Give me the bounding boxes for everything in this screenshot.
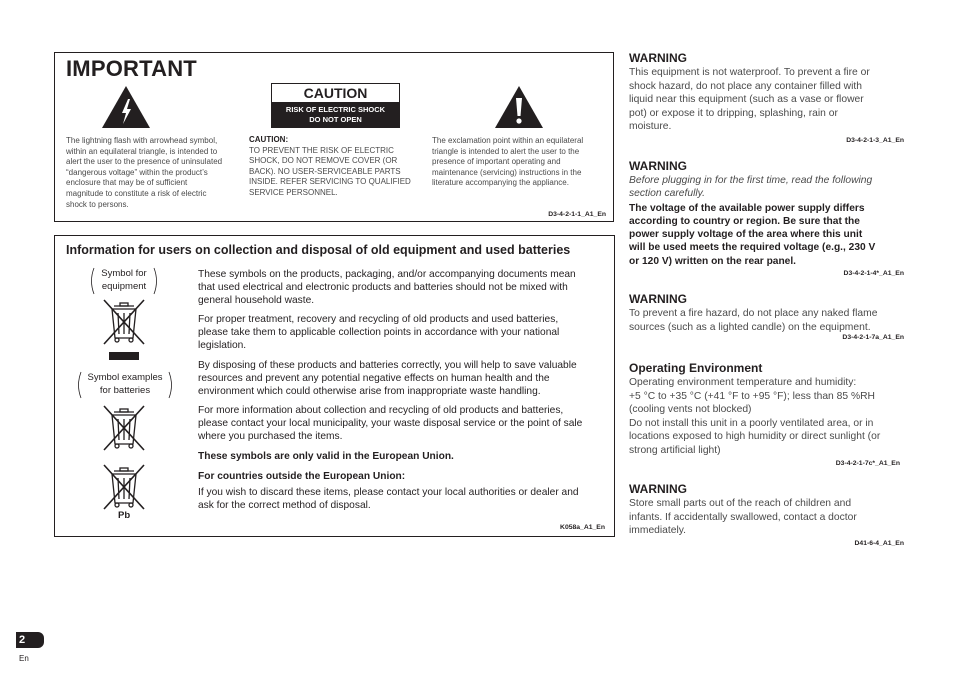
eu-only-note: These symbols are only valid in the European Union. — [198, 451, 454, 462]
outside-eu-text: If you wish to discard these items, please contact your local authorities or dealer and ask for the correct method of disposal. — [198, 487, 579, 511]
important-code: D3-4-2-1-1_A1_En — [548, 211, 606, 218]
important-title: IMPORTANT — [66, 56, 197, 81]
operating-environment-body: Operating environment temperature and humidity: +5 °C to +35 °C (+41 °F to +95 °F); less than 85 %RH (cooling vents not blocked) Do not install this unit in a poorly ventilated area, or in locations exposed to high humidity or direct sunlight (or strong artificial light) — [629, 377, 881, 456]
disposal-paragraph-2: For proper treatment, recovery and recycling of old products and used batteries, please take them to applicable collection points in accordance with your national legislation. — [198, 314, 560, 351]
caution-description: CAUTION: TO PREVENT THE RISK OF ELECTRIC SHOCK, DO NOT REMOVE COVER (OR BACK). NO USER-SERVICEABLE PARTS INSIDE. REFER SERVICING TO QUALIFIED SERVICE PERSONNEL. — [249, 135, 427, 199]
page-number: 2 — [18, 634, 26, 646]
lightning-description: The lightning flash with arrowhead symbol, within an equilateral triangle, is intended to alert the user to the presence of uninsulated “dangerous voltage” within the product’s enclosure that may be of sufficient magnitude to constitute a risk of electric shock to persons. — [66, 136, 223, 209]
disposal-paragraph-4: For more information about collection and recycling of old products and batteries, please contact your local municipality, your waste disposal service or the point of sale where you purchased the items. — [198, 405, 583, 442]
warning-heading: WARNING — [629, 51, 687, 65]
caution-label-subtitle: RISK OF ELECTRIC SHOCK DO NOT OPEN — [271, 102, 400, 128]
pb-label: Pb — [118, 510, 131, 521]
caution-heading: CAUTION: — [249, 135, 289, 144]
warning-power-supply — [629, 159, 904, 277]
exclamation-warning-icon — [494, 85, 544, 129]
caution-label — [271, 83, 400, 128]
crossed-bin-battery-icon — [100, 404, 148, 454]
warning-code: D41-6-4_A1_En — [854, 539, 904, 547]
crossed-bin-equipment-icon — [100, 298, 148, 362]
caution-label-title: CAUTION — [271, 83, 400, 103]
warning-bold-body: The voltage of the available power supply differs according to country or region. Be sure that the power supply voltage of the area where this unit will be used meets the required voltage (e.g., 230 V or 120 V) written on the rear panel. — [629, 202, 876, 267]
warning-italic-note: Before plugging in for the first time, read the following section carefully. — [629, 175, 873, 200]
operating-environment — [629, 361, 904, 467]
important-section — [54, 52, 614, 222]
disposal-info-section — [54, 235, 615, 537]
page-language: En — [19, 654, 29, 663]
operating-environment-code: D3-4-2-1-7c*_A1_En — [835, 459, 900, 467]
warning-code: D3-4-2-1-3_A1_En — [846, 136, 904, 144]
disposal-info-title: Information for users on collection and disposal of old equipment and used batteries — [66, 243, 571, 257]
warning-body: To prevent a fire hazard, do not place any naked flame sources (such as a lighted candle) on the equipment. — [629, 308, 878, 333]
warning-waterproof — [629, 51, 904, 144]
disposal-code: K058a_A1_En — [560, 524, 605, 531]
warning-small-parts — [629, 482, 904, 547]
lightning-warning-icon — [101, 85, 151, 129]
warning-fire — [629, 292, 904, 341]
bracket-decoration — [75, 371, 175, 399]
operating-environment-heading: Operating Environment — [629, 361, 763, 375]
symbol-batteries-label: Symbol examples for batteries — [87, 372, 163, 396]
warning-code: D3-4-2-1-7a_A1_En — [842, 334, 904, 342]
warning-heading: WARNING — [629, 482, 687, 496]
exclamation-description: The exclamation point within an equilateral triangle is intended to alert the user to the presence of important operating and maintenance (servicing) instructions in the literature accompanying the appliance. — [432, 136, 584, 188]
outside-eu-heading: For countries outside the European Union: — [198, 471, 406, 482]
warning-heading: WARNING — [629, 159, 687, 173]
warning-body: Store small parts out of the reach of children and infants. If accidentally swallowed, contact a doctor immediately. — [629, 498, 857, 537]
disposal-paragraph-3: By disposing of these products and batteries correctly, you will help to save valuable resources and prevent any potential negative effects on human health and the environment which could otherwise arise from inappropriate waste handling. — [198, 360, 577, 397]
warning-heading: WARNING — [629, 292, 687, 306]
warning-body: This equipment is not waterproof. To prevent a fire or shock hazard, do not place any container filled with liquid near this equipment (such as a vase or flower pot) or expose it to dripping, splashing, rain or moisture. — [629, 67, 870, 133]
disposal-paragraph-1: These symbols on the products, packaging, and/or accompanying documents mean that used electrical and electronic products and batteries should not be mixed with general household waste. — [198, 269, 576, 306]
crossed-bin-battery-pb-icon — [100, 463, 148, 513]
warning-code: D3-4-2-1-4*_A1_En — [843, 270, 904, 278]
symbol-equipment-label: Symbol for equipment — [101, 268, 147, 292]
bracket-decoration — [88, 267, 160, 295]
